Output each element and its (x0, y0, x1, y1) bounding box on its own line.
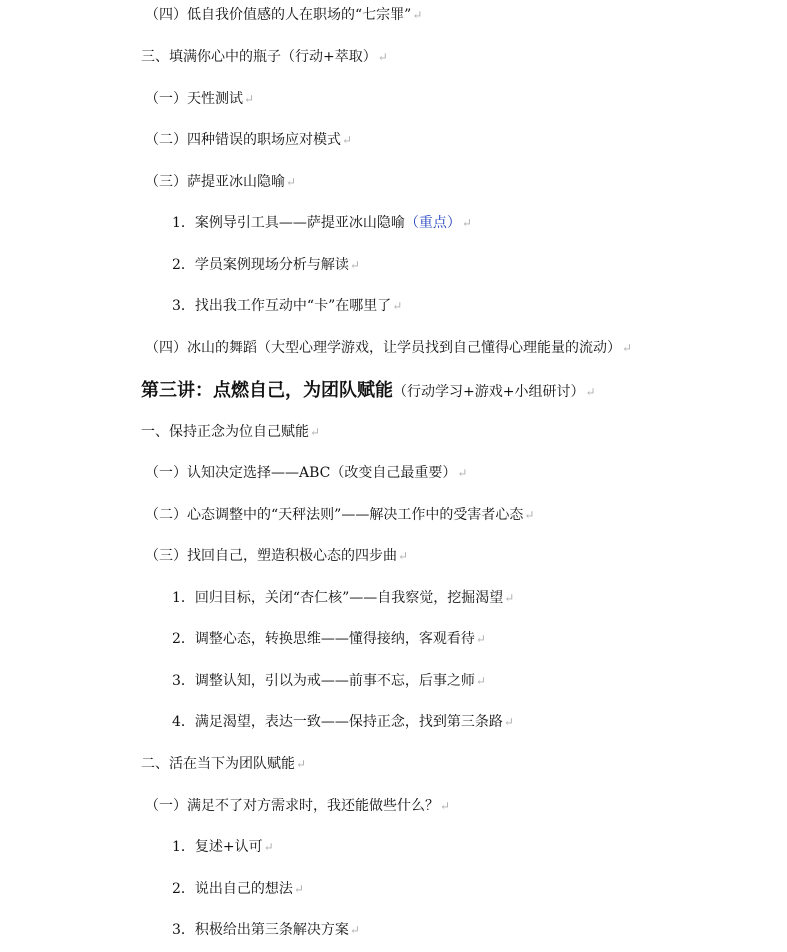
outline-item (145, 797, 450, 815)
line-text: 1．案例导引工具——萨提亚冰山隐喻 (172, 215, 405, 231)
paragraph-mark-icon: ↵ (461, 216, 472, 230)
section-heading (141, 423, 320, 441)
sub-item (172, 838, 274, 856)
line-text: （三）萨提亚冰山隐喻 (145, 174, 285, 190)
paragraph-mark-icon: ↵ (377, 50, 388, 64)
paragraph-mark-icon: ↵ (440, 799, 451, 813)
sub-item (172, 713, 514, 731)
paragraph-mark-icon: ↵ (310, 425, 321, 439)
paragraph-mark-icon: ↵ (524, 508, 535, 522)
paragraph-mark-icon: ↵ (622, 341, 633, 355)
line-text: （四）冰山的舞蹈（大型心理学游戏，让学员找到自己懂得心理能量的流动） (145, 340, 621, 356)
line-text: 1．复述+认可 (172, 839, 263, 855)
line-text: （一）认知决定选择——ABC（改变自己最重要） (145, 465, 457, 481)
lecture-note: （行动学习+游戏+小组研讨） (393, 384, 585, 400)
paragraph-mark-icon: ↵ (392, 299, 403, 313)
sub-item (172, 589, 514, 607)
paragraph-mark-icon: ↵ (412, 8, 423, 22)
lecture-heading (141, 379, 596, 404)
line-text: 三、填满你心中的瓶子（行动+萃取） (141, 49, 377, 65)
outline-item (145, 339, 632, 357)
line-text: 1．回归目标，关闭“杏仁核”——自我察觉，挖掘渴望 (172, 590, 504, 606)
highlight-note: （重点） (404, 215, 461, 231)
paragraph-mark-icon: ↵ (244, 92, 255, 106)
paragraph-mark-icon: ↵ (457, 466, 468, 480)
paragraph-mark-icon: ↵ (475, 632, 486, 646)
sub-item (172, 297, 402, 315)
line-text: 一、保持正念为位自己赋能 (141, 424, 309, 440)
outline-item (145, 6, 422, 24)
paragraph-mark-icon: ↵ (263, 840, 274, 854)
paragraph-mark-icon: ↵ (504, 591, 515, 605)
paragraph-mark-icon: ↵ (342, 133, 353, 147)
paragraph-mark-icon: ↵ (503, 715, 514, 729)
sub-item (172, 256, 360, 274)
paragraph-mark-icon: ↵ (293, 882, 304, 896)
outline-item (145, 464, 467, 482)
line-text: （一）满足不了对方需求时，我还能做些什么？ (145, 798, 439, 814)
line-text: 2．学员案例现场分析与解读 (172, 257, 349, 273)
paragraph-mark-icon: ↵ (398, 549, 409, 563)
outline-item (145, 131, 352, 149)
line-text: （一）天性测试 (145, 91, 243, 107)
lecture-title: 第三讲：点燃自己，为团队赋能 (141, 380, 393, 401)
outline-item (145, 173, 296, 191)
paragraph-mark-icon: ↵ (296, 757, 307, 771)
sub-item (172, 630, 486, 648)
sub-item (172, 880, 304, 898)
sub-item (172, 921, 360, 939)
sub-item (172, 214, 472, 232)
line-text: 3．找出我工作互动中“卡”在哪里了 (172, 298, 392, 314)
outline-item (145, 90, 254, 108)
line-text: （三）找回自己，塑造积极心态的四步曲 (145, 548, 397, 564)
paragraph-mark-icon: ↵ (286, 175, 297, 189)
paragraph-mark-icon: ↵ (585, 385, 596, 399)
section-heading (141, 755, 306, 773)
sub-item (172, 672, 486, 690)
line-text: 4．满足渴望，表达一致——保持正念，找到第三条路 (172, 714, 503, 730)
line-text: （四）低自我价值感的人在职场的“七宗罪” (145, 7, 412, 23)
line-text: 3．调整认知，引以为戒——前事不忘，后事之师 (172, 673, 475, 689)
line-text: （二）四种错误的职场应对模式 (145, 132, 341, 148)
line-text: （二）心态调整中的“天秤法则”——解决工作中的受害者心态 (145, 507, 524, 523)
line-text: 2．调整心态，转换思维——懂得接纳，客观看待 (172, 631, 475, 647)
paragraph-mark-icon: ↵ (349, 923, 360, 937)
outline-item (145, 547, 408, 565)
line-text: 2．说出自己的想法 (172, 881, 293, 897)
section-heading (141, 48, 388, 66)
paragraph-mark-icon: ↵ (349, 258, 360, 272)
line-text: 二、活在当下为团队赋能 (141, 756, 295, 772)
outline-item (145, 506, 534, 524)
paragraph-mark-icon: ↵ (475, 674, 486, 688)
line-text: 3．积极给出第三条解决方案 (172, 922, 349, 938)
